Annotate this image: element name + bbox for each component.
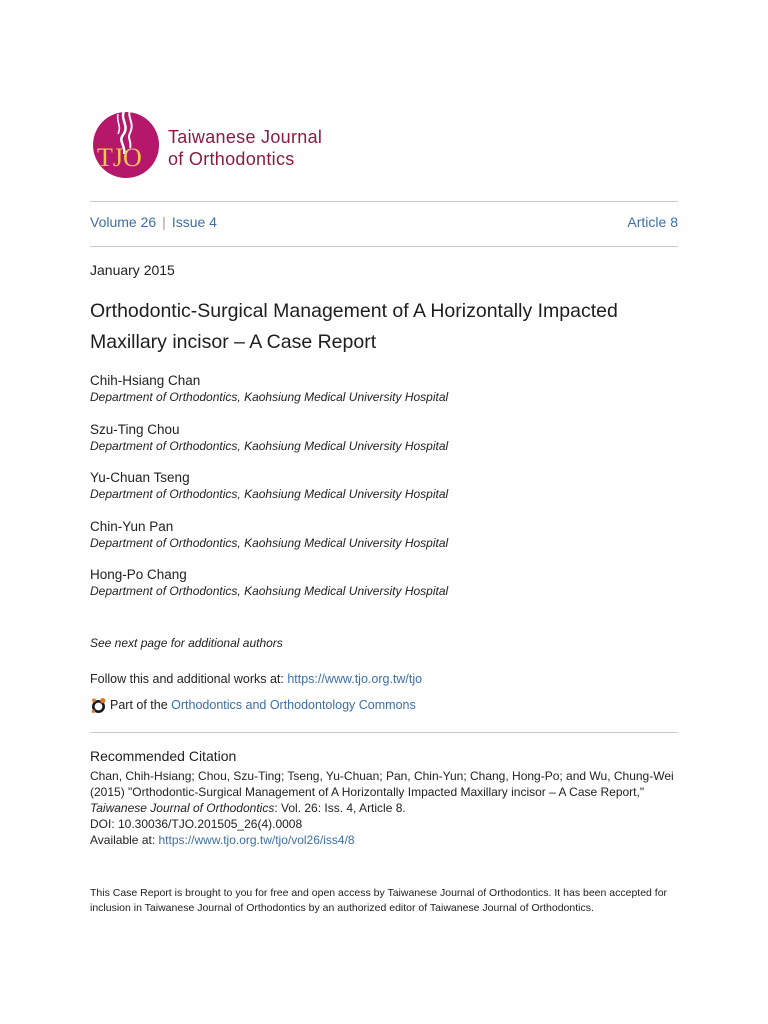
article-url-link[interactable]: https://www.tjo.org.tw/tjo/vol26/iss4/8 — [158, 833, 355, 847]
follow-line — [90, 672, 422, 686]
additional-authors-note: See next page for additional authors — [90, 636, 283, 650]
citation-block — [90, 768, 690, 848]
article-title-line1: Orthodontic-Surgical Management of A Horizontally Impacted — [90, 300, 618, 322]
issue-bar — [90, 214, 678, 234]
logo-letter-t: TJO — [97, 143, 142, 172]
available-label: Available at: — [90, 833, 159, 847]
journal-name[interactable] — [168, 126, 322, 170]
journal-logo-icon — [90, 108, 162, 180]
author-item — [90, 421, 690, 470]
part-of-line — [90, 697, 416, 717]
author-affiliation: Department of Orthodontics, Kaohsiung Medical University Hospital — [90, 390, 449, 404]
article-title-line2: Maxillary incisor – A Case Report — [90, 331, 377, 353]
citation-source — [90, 800, 690, 816]
article-title — [90, 296, 678, 358]
volume-link[interactable]: Volume 26 — [90, 214, 157, 230]
author-item — [90, 518, 690, 567]
header-divider — [90, 201, 678, 202]
author-name: Chin-Yun Pan — [90, 518, 174, 534]
issue-divider — [90, 246, 678, 247]
citation-authors: Chan, Chih-Hsiang; Chou, Szu-Ting; Tseng, Yu-Chuan; Pan, Chin-Yun; Chang, Hong-Po; and Wu, Chung-Wei — [90, 769, 674, 783]
citation-journal: Taiwanese Journal of Orthodontics — [90, 801, 275, 815]
citation-volume: : Vol. 26: Iss. 4, Article 8. — [274, 801, 406, 815]
issue-separator: | — [162, 214, 166, 230]
follow-label: Follow this and additional works at: — [90, 672, 288, 686]
author-affiliation: Department of Orthodontics, Kaohsiung Medical University Hospital — [90, 487, 449, 501]
journal-name-line2: of Orthodontics — [168, 149, 295, 169]
author-name: Szu-Ting Chou — [90, 421, 180, 437]
citation-doi: DOI: 10.30036/TJO.201505_26(4).0008 — [90, 817, 303, 831]
journal-name-line1: Taiwanese Journal — [168, 127, 323, 147]
publication-date: January 2015 — [90, 262, 175, 278]
follow-link[interactable]: https://www.tjo.org.tw/tjo — [287, 672, 423, 686]
author-name: Hong-Po Chang — [90, 567, 187, 582]
author-affiliation: Department of Orthodontics, Kaohsiung Medical University Hospital — [90, 584, 449, 598]
author-list — [90, 372, 690, 615]
citation-heading: Recommended Citation — [90, 748, 237, 764]
author-item — [90, 566, 690, 615]
part-of-label: Part of the — [110, 697, 172, 712]
author-affiliation: Department of Orthodontics, Kaohsiung Medical University Hospital — [90, 535, 449, 550]
commons-network-icon — [90, 697, 107, 714]
citation-available — [90, 832, 690, 848]
citation-title: (2015) "Orthodontic-Surgical Management of A Horizontally Impacted Maxillary incisor – A Case Report," — [90, 785, 645, 799]
author-item — [90, 469, 690, 518]
open-access-notice: This Case Report is brought to you for free and open access by Taiwanese Journal of Orthodontics. It has been accepted for inclusion in Taiwanese Journal of Orthodontics by an authorized editor of Taiwanese Journal of Orthodontics. — [90, 887, 668, 914]
author-affiliation: Department of Orthodontics, Kaohsiung Medical University Hospital — [90, 438, 449, 453]
issue-link[interactable]: Issue 4 — [171, 214, 217, 230]
article-link[interactable]: Article 8 — [627, 214, 678, 230]
author-name: Chih-Hsiang Chan — [90, 373, 201, 388]
author-name: Yu-Chuan Tseng — [90, 470, 190, 485]
author-item — [90, 372, 690, 421]
commons-link[interactable]: Orthodontics and Orthodontology Commons — [171, 697, 416, 712]
citation-divider — [90, 732, 678, 733]
journal-logo[interactable] — [90, 108, 162, 180]
